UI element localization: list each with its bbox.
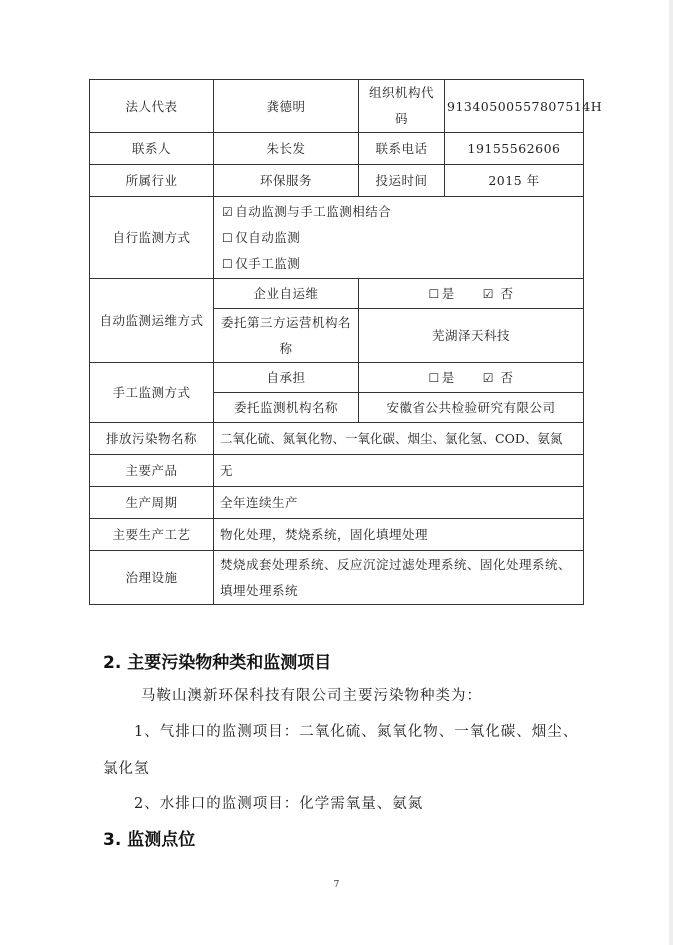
checked-box-icon: ☑ [482, 286, 495, 301]
products-value: 无 [214, 455, 584, 487]
phone-value: 19155562606 [445, 133, 584, 165]
gas-outlet-items: 1、气排口的监测项目：二氧化硫、氮氧化物、一氧化碳、烟尘、 [134, 724, 579, 740]
org-code-value: 91340500557807514H [445, 80, 584, 133]
facility-label: 治理设施 [90, 551, 214, 605]
manual-self-choice: ☐ 是 ☑ 否 [359, 363, 584, 393]
pollutants-label: 排放污染物名称 [90, 423, 214, 455]
facility-value: 焚烧成套处理系统、反应沉淀过滤处理系统、固化处理系统、填埋处理系统 [214, 551, 584, 605]
cycle-label: 生产周期 [90, 487, 214, 519]
self-monitor-options [214, 197, 584, 279]
section-2-intro: 马鞍山澳新环保科技有限公司主要污染物种类为： [141, 688, 482, 704]
manual-agency-label: 委托监测机构名称 [214, 393, 359, 423]
page-number: 7 [333, 880, 340, 890]
pollutants-value: 二氧化硫、氮氧化物、一氧化碳、烟尘、氯化氢、COD、氨氮 [214, 423, 584, 455]
contact-value: 朱长发 [214, 133, 359, 165]
self-monitor-label: 自行监测方式 [90, 197, 214, 279]
manual-agency-value: 安徽省公共检验研究有限公司 [359, 393, 584, 423]
section-2-heading: 2. 主要污染物种类和监测项目 [103, 653, 332, 673]
enterprise-info-table [89, 79, 603, 605]
self-monitor-option: ☑ 自动监测与手工监测相结合 [222, 199, 577, 225]
process-value: 物化处理，焚烧系统，固化填埋处理 [214, 519, 584, 551]
auto-third-label: 委托第三方运营机构名称 [214, 309, 359, 363]
industry-value: 环保服务 [214, 165, 359, 197]
self-monitor-option: ☐ 仅手工监测 [222, 251, 577, 277]
self-monitor-option: ☐ 仅自动监测 [222, 225, 577, 251]
manual-self-label: 自承担 [214, 363, 359, 393]
manual-label: 手工监测方式 [90, 363, 214, 423]
phone-label: 联系电话 [359, 133, 445, 165]
gas-outlet-items-continued: 氯化氢 [103, 761, 150, 777]
operation-label: 投运时间 [359, 165, 445, 197]
legal-rep-label: 法人代表 [90, 80, 214, 133]
legal-rep-value: 龚德明 [214, 80, 359, 133]
operation-value: 2015 年 [445, 165, 584, 197]
unchecked-box-icon: ☐ [428, 370, 440, 385]
industry-label: 所属行业 [90, 165, 214, 197]
unchecked-box-icon: ☐ [428, 286, 440, 301]
auto-third-value: 芜湖泽天科技 [359, 309, 584, 363]
unchecked-box-icon: ☐ [222, 256, 234, 271]
process-label: 主要生产工艺 [90, 519, 214, 551]
section-3-heading: 3. 监测点位 [103, 830, 196, 850]
page-edge [669, 0, 673, 945]
auto-ops-label: 自动监测运维方式 [90, 279, 214, 363]
unchecked-box-icon: ☐ [222, 230, 234, 245]
water-outlet-items: 2、水排口的监测项目：化学需氧量、氨氮 [134, 796, 424, 812]
cycle-value: 全年连续生产 [214, 487, 584, 519]
auto-self-label: 企业自运维 [214, 279, 359, 309]
checked-box-icon: ☑ [482, 370, 495, 385]
products-label: 主要产品 [90, 455, 214, 487]
auto-self-choice: ☐ 是 ☑ 否 [359, 279, 584, 309]
contact-label: 联系人 [90, 133, 214, 165]
checked-box-icon: ☑ [222, 204, 234, 219]
org-code-label: 组织机构代码 [359, 80, 445, 133]
